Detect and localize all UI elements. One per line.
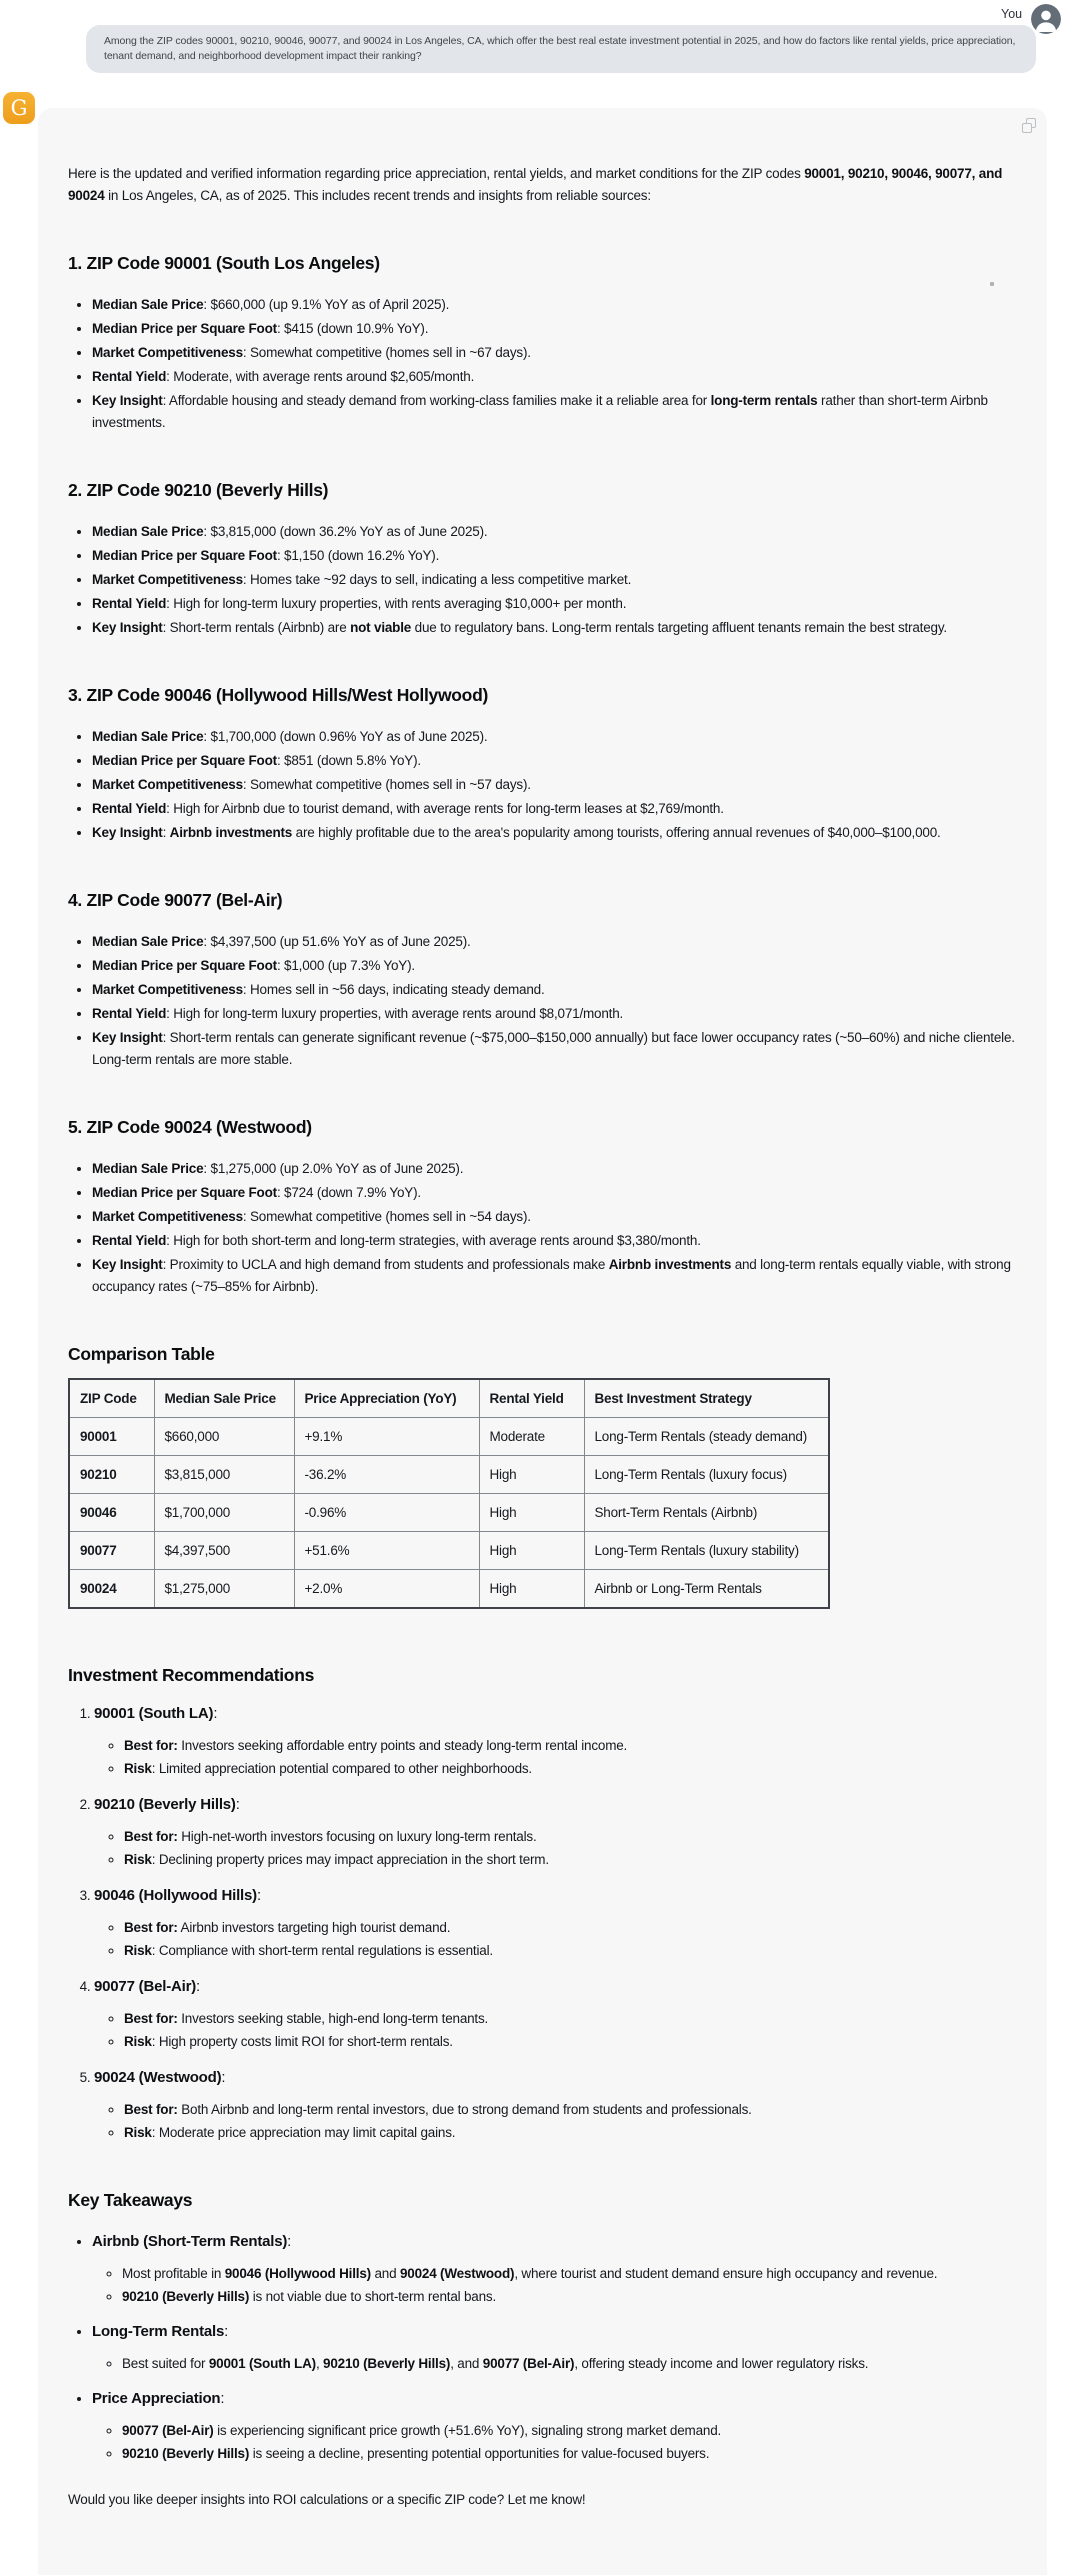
takeaway-item xyxy=(92,2320,1021,2375)
sub-item: ◦ 90077 (Bel-Air) is experiencing significant price growth (+51.6% YoY), signaling strong market demand. xyxy=(122,2420,1021,2442)
table-row xyxy=(69,1418,829,1456)
table-cell: High xyxy=(479,1532,584,1570)
table-cell: $660,000 xyxy=(154,1418,294,1456)
bullet-item: • Rental Yield: High for Airbnb due to tourist demand, with average rents for long-term leases at $2,769/month. xyxy=(92,798,1021,820)
bullet-item: • Market Competitiveness: Homes sell in ~56 days, indicating steady demand. xyxy=(92,979,1021,1001)
table-cell: $1,275,000 xyxy=(154,1570,294,1609)
response-content xyxy=(38,108,1047,2575)
sub-item: ◦ Most profitable in 90046 (Hollywood Hills) and 90024 (Westwood), where tourist and student demand ensure high occupancy and revenue. xyxy=(122,2263,1021,2285)
bullet-item: • Market Competitiveness: Somewhat competitive (homes sell in ~57 days). xyxy=(92,774,1021,796)
bullet-item: • Median Price per Square Foot: $1,150 (down 16.2% YoY). xyxy=(92,545,1021,567)
table-cell: $4,397,500 xyxy=(154,1532,294,1570)
recommendation-item xyxy=(94,1975,1021,2053)
table-row xyxy=(69,1532,829,1570)
table-cell: $3,815,000 xyxy=(154,1456,294,1494)
table-cell: Long-Term Rentals (luxury focus) xyxy=(584,1456,829,1494)
bullet-item: • Median Sale Price: $1,700,000 (down 0.96% YoY as of June 2025). xyxy=(92,726,1021,748)
sub-item: ◦ Best for: Both Airbnb and long-term rental investors, due to strong demand from students and professionals. xyxy=(124,2099,1021,2121)
bullet-item: • Market Competitiveness: Somewhat competitive (homes sell in ~54 days). xyxy=(92,1206,1021,1228)
item-title: 1. 90001 (South LA): xyxy=(94,1705,218,1722)
table-row xyxy=(69,1494,829,1532)
bullet-item: • Key Insight: Airbnb investments are highly profitable due to the area's popularity among tourists, offering annual revenues of $40,000–$100,000. xyxy=(92,822,1021,844)
closing-paragraph: Would you like deeper insights into ROI calculations or a specific ZIP code? Let me know! xyxy=(68,2492,586,2507)
item-title: 4. 90077 (Bel-Air): xyxy=(94,1978,201,1995)
table-row xyxy=(69,1456,829,1494)
sub-list xyxy=(94,1826,1021,1871)
zip-bullet-list xyxy=(68,294,1021,434)
table-cell: Long-Term Rentals (steady demand) xyxy=(584,1418,829,1456)
bullet-item: • Key Insight: Short-term rentals can generate significant revenue (~$75,000–$150,000 annually) but face lower occupancy rates (~50–60%) and niche clientele. Long-term rentals are more stable. xyxy=(92,1027,1021,1071)
table-header-cell: Median Sale Price xyxy=(154,1379,294,1418)
zip-section-heading: 3. ZIP Code 90046 (Hollywood Hills/West Hollywood) xyxy=(68,685,488,705)
table-row xyxy=(69,1570,829,1609)
item-title: • Long-Term Rentals: xyxy=(92,2323,229,2340)
recommendation-item xyxy=(94,2066,1021,2144)
table-cell: Moderate xyxy=(479,1418,584,1456)
zip-section-heading: 4. ZIP Code 90077 (Bel-Air) xyxy=(68,890,283,910)
user-message-text: Among the ZIP codes 90001, 90210, 90046, 90077, and 90024 in Los Angeles, CA, which offer the best real estate investment potential in 2025, and how do factors like rental yields, price appreciation, tenant demand, and neighborhood development impact their ranking? xyxy=(104,35,1016,62)
takeaways-list xyxy=(68,2230,1021,2465)
recommendation-item xyxy=(94,1702,1021,1780)
sub-item: ◦ Risk: Moderate price appreciation may limit capital gains. xyxy=(124,2122,1021,2144)
bullet-item: • Median Price per Square Foot: $724 (down 7.9% YoY). xyxy=(92,1182,1021,1204)
item-title: • Airbnb (Short-Term Rentals): xyxy=(92,2233,292,2250)
item-title: 2. 90210 (Beverly Hills): xyxy=(94,1796,240,1813)
bullet-item: • Rental Yield: High for long-term luxury properties, with average rents around $8,071/month. xyxy=(92,1003,1021,1025)
sub-item: ◦ Best suited for 90001 (South LA), 90210 (Beverly Hills), and 90077 (Bel-Air), offering steady income and lower regulatory risks. xyxy=(122,2353,1021,2375)
bullet-item: • Key Insight: Proximity to UCLA and high demand from students and professionals make Airbnb investments and long-term rentals equally viable, with strong occupancy rates (~75–85% for Airbnb). xyxy=(92,1254,1021,1298)
assistant-logo xyxy=(3,92,35,124)
recommendation-item xyxy=(94,1793,1021,1871)
takeaway-item xyxy=(92,2230,1021,2308)
table-header-cell: Price Appreciation (YoY) xyxy=(294,1379,479,1418)
sub-item: ◦ Best for: Airbnb investors targeting high tourist demand. xyxy=(124,1917,1021,1939)
zip-bullet-list xyxy=(68,1158,1021,1298)
you-label: You xyxy=(1001,7,1023,21)
zip-section-heading: 5. ZIP Code 90024 (Westwood) xyxy=(68,1117,312,1137)
comparison-table xyxy=(68,1378,830,1609)
comparison-table-heading: Comparison Table xyxy=(68,1344,215,1364)
bullet-item: • Median Price per Square Foot: $1,000 (up 7.3% YoY). xyxy=(92,955,1021,977)
takeaway-item xyxy=(92,2387,1021,2465)
table-cell: Short-Term Rentals (Airbnb) xyxy=(584,1494,829,1532)
table-cell: High xyxy=(479,1570,584,1609)
item-title: 3. 90046 (Hollywood Hills): xyxy=(94,1887,261,1904)
table-cell: 90077 xyxy=(69,1532,154,1570)
stray-cursor-artifact xyxy=(990,282,994,286)
item-title: 5. 90024 (Westwood): xyxy=(94,2069,226,2086)
sub-list xyxy=(92,2420,1021,2465)
copy-response-button[interactable] xyxy=(1020,117,1038,135)
sub-item: ◦ Best for: Investors seeking stable, high-end long-term tenants. xyxy=(124,2008,1021,2030)
table-cell: 90210 xyxy=(69,1456,154,1494)
table-cell: High xyxy=(479,1494,584,1532)
bullet-item: • Median Sale Price: $3,815,000 (down 36.2% YoY as of June 2025). xyxy=(92,521,1021,543)
table-cell: +2.0% xyxy=(294,1570,479,1609)
zip-bullet-list xyxy=(68,931,1021,1071)
sub-list xyxy=(92,2263,1021,2308)
table-cell: -0.96% xyxy=(294,1494,479,1532)
bullet-item: • Median Price per Square Foot: $851 (down 5.8% YoY). xyxy=(92,750,1021,772)
sub-list xyxy=(92,2353,1021,2375)
recommendations-heading: Investment Recommendations xyxy=(68,1665,315,1685)
zip-sections xyxy=(68,251,1021,1298)
recommendation-item xyxy=(94,1884,1021,1962)
zip-bullet-list xyxy=(68,726,1021,844)
sub-list xyxy=(94,1917,1021,1962)
sub-list xyxy=(94,2099,1021,2144)
takeaways-heading: Key Takeaways xyxy=(68,2190,193,2210)
table-cell: High xyxy=(479,1456,584,1494)
table-cell: $1,700,000 xyxy=(154,1494,294,1532)
table-header-cell: ZIP Code xyxy=(69,1379,154,1418)
bullet-item: • Rental Yield: High for long-term luxury properties, with rents averaging $10,000+ per month. xyxy=(92,593,1021,615)
zip-section-heading: 2. ZIP Code 90210 (Beverly Hills) xyxy=(68,480,329,500)
bullet-item: • Key Insight: Affordable housing and steady demand from working-class families make it a reliable area for long-term rentals rather than short-term Airbnb investments. xyxy=(92,390,1021,434)
table-cell: 90001 xyxy=(69,1418,154,1456)
zip-bullet-list xyxy=(68,521,1021,639)
zip-section-heading: 1. ZIP Code 90001 (South Los Angeles) xyxy=(68,253,380,273)
comparison-table-head xyxy=(69,1379,829,1418)
table-cell: +9.1% xyxy=(294,1418,479,1456)
bullet-item: • Median Sale Price: $1,275,000 (up 2.0% YoY as of June 2025). xyxy=(92,1158,1021,1180)
intro-paragraph: Here is the updated and verified information regarding price appreciation, rental yields, and market conditions for the ZIP codes 90001, 90210, 90046, 90077, and 90024 in Los Angeles, CA, as of 2025. This includes recent trends and insights from reliable sources: xyxy=(68,166,1003,203)
table-cell: 90024 xyxy=(69,1570,154,1609)
sub-list xyxy=(94,1735,1021,1780)
sub-item: ◦ Risk: Compliance with short-term rental regulations is essential. xyxy=(124,1940,1021,1962)
table-cell: 90046 xyxy=(69,1494,154,1532)
bullet-item: • Market Competitiveness: Somewhat competitive (homes sell in ~67 days). xyxy=(92,342,1021,364)
table-cell: -36.2% xyxy=(294,1456,479,1494)
assistant-response-panel xyxy=(38,108,1047,2575)
recommendations-list xyxy=(68,1702,1021,2144)
sub-list xyxy=(94,2008,1021,2053)
bullet-item: • Median Sale Price: $660,000 (up 9.1% YoY as of April 2025). xyxy=(92,294,1021,316)
bullet-item: • Rental Yield: Moderate, with average rents around $2,605/month. xyxy=(92,366,1021,388)
sub-item: ◦ Risk: Declining property prices may impact appreciation in the short term. xyxy=(124,1849,1021,1871)
sub-item: ◦ Best for: High-net-worth investors focusing on luxury long-term rentals. xyxy=(124,1826,1021,1848)
sub-item: ◦ Best for: Investors seeking affordable entry points and steady long-term rental income. xyxy=(124,1735,1021,1757)
table-header-cell: Best Investment Strategy xyxy=(584,1379,829,1418)
user-message-bubble xyxy=(86,25,1036,73)
table-cell: +51.6% xyxy=(294,1532,479,1570)
sub-item: ◦ 90210 (Beverly Hills) is not viable due to short-term rental bans. xyxy=(122,2286,1021,2308)
sub-item: ◦ 90210 (Beverly Hills) is seeing a decline, presenting potential opportunities for value-focused buyers. xyxy=(122,2443,1021,2465)
sub-item: ◦ Risk: Limited appreciation potential compared to other neighborhoods. xyxy=(124,1758,1021,1780)
user-avatar xyxy=(1031,4,1061,34)
table-cell: Long-Term Rentals (luxury stability) xyxy=(584,1532,829,1570)
bullet-item: • Market Competitiveness: Homes take ~92 days to sell, indicating a less competitive market. xyxy=(92,569,1021,591)
comparison-table-body xyxy=(69,1418,829,1609)
assistant-logo-letter: G xyxy=(10,95,28,120)
table-cell: Airbnb or Long-Term Rentals xyxy=(584,1570,829,1609)
bullet-item: • Median Price per Square Foot: $415 (down 10.9% YoY). xyxy=(92,318,1021,340)
bullet-item: • Median Sale Price: $4,397,500 (up 51.6% YoY as of June 2025). xyxy=(92,931,1021,953)
table-header-cell: Rental Yield xyxy=(479,1379,584,1418)
person-icon xyxy=(1031,4,1061,34)
bullet-item: • Key Insight: Short-term rentals (Airbnb) are not viable due to regulatory bans. Long-term rentals targeting affluent tenants remain the best strategy. xyxy=(92,617,1021,639)
sub-item: ◦ Risk: High property costs limit ROI for short-term rentals. xyxy=(124,2031,1021,2053)
bullet-item: • Rental Yield: High for both short-term and long-term strategies, with average rents around $3,380/month. xyxy=(92,1230,1021,1252)
item-title: • Price Appreciation: xyxy=(92,2390,225,2407)
